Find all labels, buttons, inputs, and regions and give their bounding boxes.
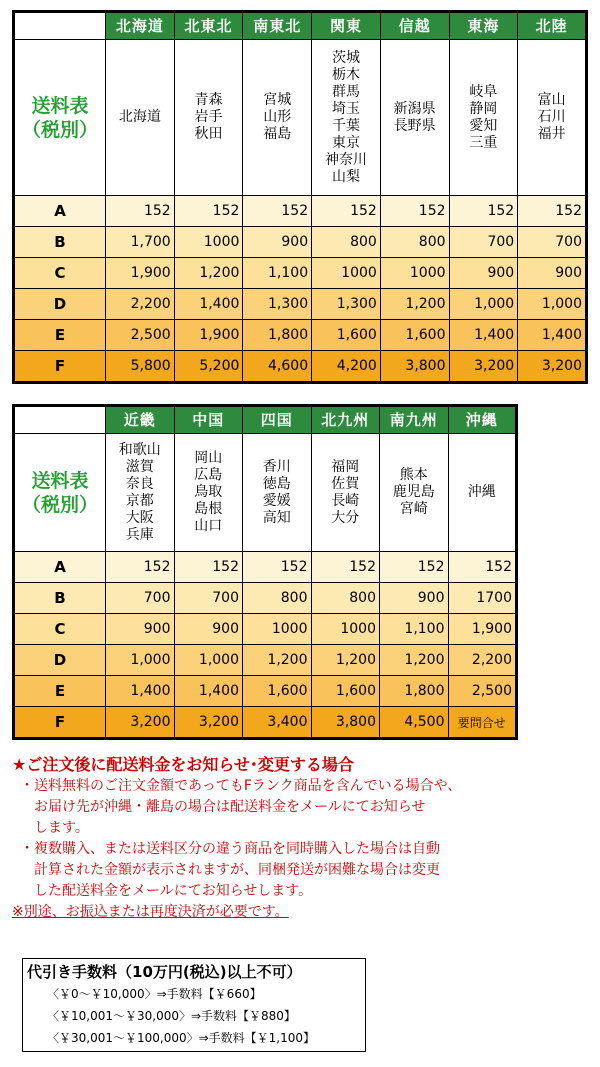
rank-label: C bbox=[14, 258, 106, 289]
subtitle-text: （税別） bbox=[21, 493, 98, 516]
prefecture: 山形 bbox=[263, 109, 292, 125]
notice-line: ・複数購入、または送料区分の違う商品を同時購入した場合は自動 bbox=[20, 841, 440, 857]
rate-cell: 1,400 bbox=[106, 676, 175, 707]
rate-cell: 1000 bbox=[174, 227, 243, 258]
table-corner bbox=[14, 406, 106, 434]
prefecture-list bbox=[312, 40, 381, 196]
prefecture: 徳島 bbox=[262, 475, 291, 492]
rate-cell: 3,800 bbox=[380, 351, 449, 383]
prefecture: 山口 bbox=[194, 518, 223, 534]
rate-cell: 152 bbox=[448, 552, 517, 583]
rate-cell: 1000 bbox=[243, 614, 312, 645]
rate-cell: 152 bbox=[243, 196, 312, 227]
rate-cell: 1,400 bbox=[518, 320, 587, 351]
rate-cell: 要問合せ bbox=[448, 707, 517, 739]
rate-cell: 5,200 bbox=[174, 351, 243, 383]
rate-row bbox=[14, 227, 587, 258]
rate-cell: 1000 bbox=[380, 258, 449, 289]
rate-cell: 800 bbox=[311, 583, 380, 614]
rate-cell: 1,200 bbox=[243, 645, 312, 676]
prefecture: 宮崎 bbox=[399, 501, 428, 517]
prefecture: 静岡 bbox=[469, 100, 498, 117]
prefecture: 滋賀 bbox=[125, 458, 154, 475]
rate-cell: 1,600 bbox=[311, 676, 380, 707]
cod-fee-title: 代引き手数料（10万円(税込)以上不可） bbox=[27, 963, 302, 981]
rate-cell: 900 bbox=[449, 258, 518, 289]
rate-cell: 3,200 bbox=[174, 707, 243, 739]
prefecture: 佐賀 bbox=[331, 475, 360, 492]
notice-line: 計算された金額が表示されますが、同梱発送が困難な場合は変更 bbox=[34, 862, 440, 878]
rate-cell: 700 bbox=[449, 227, 518, 258]
rate-cell: 1,000 bbox=[518, 289, 587, 320]
rate-cell: 3,200 bbox=[106, 707, 175, 739]
prefecture: 熊本 bbox=[399, 467, 428, 483]
rate-cell: 2,500 bbox=[106, 320, 175, 351]
rate-cell: 1,200 bbox=[380, 645, 449, 676]
table-title bbox=[14, 40, 106, 196]
prefecture: 富山 bbox=[537, 92, 566, 108]
prefecture: 群馬 bbox=[331, 83, 360, 100]
rate-cell: 1,600 bbox=[312, 320, 381, 351]
notice-title: ★ご注文後に配送料金をお知らせ･変更する場合 bbox=[12, 755, 354, 774]
table-title bbox=[14, 434, 106, 552]
rate-cell: 900 bbox=[380, 583, 449, 614]
prefecture: 石川 bbox=[537, 109, 566, 125]
rate-cell: 1,600 bbox=[243, 676, 312, 707]
rate-cell: 1,100 bbox=[380, 614, 449, 645]
notice-footnote: ※別途、お振込または再度決済が必要です。 bbox=[12, 904, 289, 920]
rate-cell: 1,900 bbox=[106, 258, 175, 289]
rate-cell: 2,200 bbox=[448, 645, 517, 676]
rate-cell: 3,200 bbox=[449, 351, 518, 383]
rank-label: E bbox=[14, 676, 106, 707]
prefecture: 北海道 bbox=[118, 109, 161, 125]
rate-cell: 1000 bbox=[311, 614, 380, 645]
notice-line: お届け先が沖縄・離島の場合は配送料金をメールにてお知らせ bbox=[34, 799, 426, 815]
rate-cell: 700 bbox=[174, 583, 243, 614]
rate-row bbox=[14, 289, 587, 320]
rate-row bbox=[14, 552, 517, 583]
rate-row bbox=[14, 320, 587, 351]
rate-row bbox=[14, 196, 587, 227]
region-header: 東海 bbox=[449, 12, 518, 40]
title-text: 送料表 bbox=[31, 94, 89, 117]
rate-cell: 152 bbox=[311, 552, 380, 583]
prefecture: 島根 bbox=[194, 501, 223, 517]
prefecture-list bbox=[243, 434, 312, 552]
region-header: 北陸 bbox=[518, 12, 587, 40]
region-header: 四国 bbox=[243, 406, 312, 434]
prefecture: 兵庫 bbox=[125, 526, 154, 543]
notice-line: した配送料金をメールにてお知らせします。 bbox=[34, 883, 313, 899]
prefecture: 愛媛 bbox=[262, 492, 291, 509]
prefecture: 神奈川 bbox=[324, 151, 367, 168]
prefecture-list bbox=[449, 40, 518, 196]
rank-label: D bbox=[14, 289, 106, 320]
region-header: 南九州 bbox=[380, 406, 449, 434]
shipping-rate-table-2 bbox=[12, 404, 518, 740]
rate-cell: 1,000 bbox=[174, 645, 243, 676]
prefecture: 茨城 bbox=[331, 49, 360, 66]
rate-cell: 152 bbox=[380, 552, 449, 583]
rate-cell: 800 bbox=[312, 227, 381, 258]
region-header: 北海道 bbox=[106, 12, 175, 40]
rate-cell: 2,500 bbox=[448, 676, 517, 707]
prefecture: 香川 bbox=[262, 458, 291, 475]
cod-fee-row: 〈￥10,001～￥30,000〉⇒手数料【￥880】 bbox=[47, 1009, 296, 1023]
rank-label: E bbox=[14, 320, 106, 351]
rate-cell: 700 bbox=[106, 583, 175, 614]
prefecture: 岐阜 bbox=[469, 83, 498, 100]
rate-cell: 152 bbox=[106, 552, 175, 583]
rank-label: F bbox=[14, 707, 106, 739]
rate-cell: 1,300 bbox=[312, 289, 381, 320]
rate-cell: 1,700 bbox=[106, 227, 175, 258]
rate-cell: 900 bbox=[518, 258, 587, 289]
rate-cell: 4,500 bbox=[380, 707, 449, 739]
prefecture: 福井 bbox=[537, 126, 566, 142]
rate-cell: 1,200 bbox=[380, 289, 449, 320]
rate-cell: 2,200 bbox=[106, 289, 175, 320]
rate-cell: 700 bbox=[518, 227, 587, 258]
prefecture: 千葉 bbox=[331, 117, 360, 134]
rate-cell: 152 bbox=[518, 196, 587, 227]
prefecture: 秋田 bbox=[194, 126, 223, 142]
rank-label: B bbox=[14, 583, 106, 614]
prefecture: 岩手 bbox=[194, 109, 223, 125]
rank-label: C bbox=[14, 614, 106, 645]
rate-cell: 1,400 bbox=[449, 320, 518, 351]
title-text: 送料表 bbox=[31, 469, 89, 492]
prefecture: 福岡 bbox=[331, 458, 360, 475]
prefecture: 愛知 bbox=[469, 117, 498, 134]
region-header: 北九州 bbox=[311, 406, 380, 434]
rate-cell: 152 bbox=[243, 552, 312, 583]
rate-cell: 1700 bbox=[448, 583, 517, 614]
rate-cell: 152 bbox=[174, 196, 243, 227]
rank-label: F bbox=[14, 351, 106, 383]
rate-cell: 1000 bbox=[312, 258, 381, 289]
prefecture: 長崎 bbox=[331, 492, 360, 509]
region-header: 関東 bbox=[312, 12, 381, 40]
rank-label: D bbox=[14, 645, 106, 676]
prefecture-list bbox=[380, 40, 449, 196]
prefecture-list bbox=[106, 434, 175, 552]
prefecture: 岡山 bbox=[194, 450, 223, 466]
prefecture: 三重 bbox=[469, 134, 498, 151]
rate-row bbox=[14, 258, 587, 289]
rate-row bbox=[14, 645, 517, 676]
prefecture: 沖縄 bbox=[467, 484, 496, 500]
prefecture-list bbox=[174, 40, 243, 196]
prefecture: 福島 bbox=[263, 126, 292, 142]
notice-item-2 bbox=[12, 839, 592, 902]
prefecture-list bbox=[448, 434, 517, 552]
notice-line: します。 bbox=[34, 820, 89, 836]
rate-cell: 152 bbox=[312, 196, 381, 227]
region-header: 信越 bbox=[380, 12, 449, 40]
rank-label: B bbox=[14, 227, 106, 258]
subtitle-text: （税別） bbox=[21, 118, 98, 141]
prefecture: 山梨 bbox=[331, 168, 360, 185]
rate-cell: 900 bbox=[174, 614, 243, 645]
rate-cell: 1,000 bbox=[449, 289, 518, 320]
rate-cell: 1,800 bbox=[243, 320, 312, 351]
prefecture-list bbox=[243, 40, 312, 196]
region-header: 中国 bbox=[174, 406, 243, 434]
cod-fee-row: 〈￥30,001～￥100,000〉⇒手数料【￥1,100】 bbox=[47, 1031, 316, 1045]
prefecture: 大分 bbox=[331, 509, 360, 526]
rate-cell: 1,900 bbox=[174, 320, 243, 351]
rate-cell: 1,200 bbox=[174, 258, 243, 289]
prefecture: 高知 bbox=[262, 509, 291, 526]
prefecture: 埼玉 bbox=[331, 100, 360, 117]
rate-cell: 800 bbox=[380, 227, 449, 258]
prefecture-list bbox=[518, 40, 587, 196]
notice-section bbox=[12, 754, 592, 923]
rate-cell: 1,200 bbox=[311, 645, 380, 676]
prefecture: 新潟県 bbox=[393, 100, 436, 117]
prefecture-list bbox=[174, 434, 243, 552]
rate-row bbox=[14, 707, 517, 739]
rate-cell: 1,400 bbox=[174, 289, 243, 320]
rate-cell: 1,300 bbox=[243, 289, 312, 320]
prefecture: 鳥取 bbox=[194, 484, 223, 500]
prefecture: 京都 bbox=[125, 492, 154, 509]
rate-cell: 1,600 bbox=[380, 320, 449, 351]
cod-fee-row: 〈￥0～￥10,000〉⇒手数料【￥660】 bbox=[47, 987, 262, 1001]
rate-cell: 5,800 bbox=[106, 351, 175, 383]
prefecture: 奈良 bbox=[125, 475, 154, 492]
rate-row bbox=[14, 351, 587, 383]
rate-cell: 1,400 bbox=[174, 676, 243, 707]
prefecture: 長野県 bbox=[393, 117, 436, 134]
prefecture-list bbox=[106, 40, 175, 196]
rate-cell: 1,100 bbox=[243, 258, 312, 289]
region-header: 南東北 bbox=[243, 12, 312, 40]
rate-cell: 152 bbox=[449, 196, 518, 227]
rate-cell: 1,800 bbox=[380, 676, 449, 707]
region-header: 沖縄 bbox=[448, 406, 517, 434]
rate-cell: 3,800 bbox=[311, 707, 380, 739]
notice-line: ・送料無料のご注文金額であってもFランク商品を含んでいる場合や、 bbox=[20, 778, 462, 794]
rate-cell: 900 bbox=[106, 614, 175, 645]
rate-row bbox=[14, 614, 517, 645]
rate-cell: 3,400 bbox=[243, 707, 312, 739]
region-header: 近畿 bbox=[106, 406, 175, 434]
rate-cell: 1,900 bbox=[448, 614, 517, 645]
prefecture: 宮城 bbox=[263, 92, 292, 108]
prefecture-list bbox=[380, 434, 449, 552]
rate-cell: 152 bbox=[380, 196, 449, 227]
rate-cell: 152 bbox=[174, 552, 243, 583]
table-corner bbox=[14, 12, 106, 40]
rank-label: A bbox=[14, 552, 106, 583]
prefecture-list bbox=[311, 434, 380, 552]
rate-cell: 3,200 bbox=[518, 351, 587, 383]
prefecture: 和歌山 bbox=[118, 441, 161, 458]
shipping-rate-table-1 bbox=[12, 10, 588, 384]
rate-row bbox=[14, 583, 517, 614]
rank-label: A bbox=[14, 196, 106, 227]
prefecture: 栃木 bbox=[331, 66, 360, 83]
prefecture: 広島 bbox=[194, 467, 223, 483]
notice-item-1 bbox=[12, 776, 592, 839]
prefecture: 鹿児島 bbox=[392, 484, 435, 500]
rate-cell: 800 bbox=[243, 583, 312, 614]
prefecture: 青森 bbox=[194, 92, 223, 108]
prefecture: 大阪 bbox=[125, 509, 154, 526]
rate-cell: 4,600 bbox=[243, 351, 312, 383]
rate-cell: 152 bbox=[106, 196, 175, 227]
prefecture: 東京 bbox=[331, 134, 360, 151]
rate-row bbox=[14, 676, 517, 707]
rate-cell: 1,000 bbox=[106, 645, 175, 676]
rate-cell: 4,200 bbox=[312, 351, 381, 383]
rate-cell: 900 bbox=[243, 227, 312, 258]
cod-fee-box bbox=[22, 958, 366, 1052]
region-header: 北東北 bbox=[174, 12, 243, 40]
